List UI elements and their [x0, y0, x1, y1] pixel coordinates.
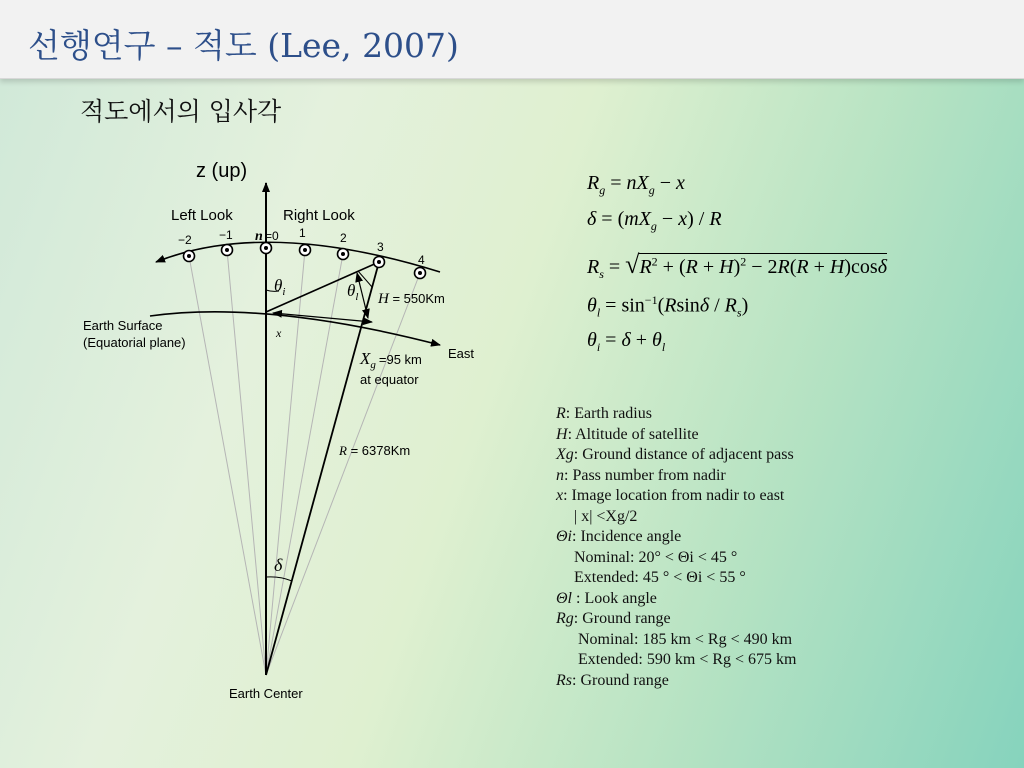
equation-ground-range: $R_g = nX_g - x$ [587, 172, 685, 197]
legend-r: R: Earth radius [556, 405, 652, 422]
theta-l-label: $\theta_l$ [347, 281, 359, 303]
n-label-0: =0 [265, 229, 279, 243]
earth-center-label: Earth Center [229, 686, 303, 701]
n-label-2: 2 [340, 231, 347, 245]
equation-delta: $\delta = (mX_g - x) / R$ [587, 208, 722, 233]
equation-slant-range: $R_s = √R^2 + (R + H)^2 - 2R(R + H)\cos\delta$ [587, 250, 887, 281]
right-look-label: Right Look [283, 207, 355, 224]
legend-theta-i: Θi: Incidence angle [556, 528, 682, 545]
radial-lines [189, 250, 420, 675]
left-look-label: Left Look [171, 207, 233, 224]
legend-x-condition: | x| <Xg/2 [574, 507, 638, 525]
slide-title: 선행연구 – 적도 (Lee, 2007) [28, 26, 459, 65]
earth-surface-label: Earth Surface [83, 318, 163, 333]
n-label-4: 4 [418, 253, 425, 267]
east-label: East [448, 346, 475, 361]
legend-rs: Rs: Ground range [556, 671, 669, 689]
n-label-3: 3 [377, 240, 384, 254]
legend-rg-extended: Extended: 590 km < Rg < 675 km [578, 651, 797, 668]
radial-line-n-2 [189, 256, 266, 675]
n-symbol: n [255, 229, 263, 244]
radial-line-n4 [266, 273, 420, 675]
radial-line-n2 [266, 254, 343, 675]
legend-h: H: Altitude of satellite [556, 425, 699, 443]
radius-label: R = 6378Km [339, 443, 411, 458]
delta-arc [266, 577, 292, 581]
n-label-m1: −1 [219, 228, 233, 242]
variable-legend [556, 404, 796, 691]
equation-incidence-angle: $\theta_i = \delta + \theta_l$ [587, 329, 666, 354]
legend-theta-l: Θl : Look angle [556, 589, 657, 607]
legend-rg: Rg: Ground range [556, 610, 671, 627]
orbit-arc [156, 242, 440, 272]
legend-xg: Xg: Ground distance of adjacent pass [556, 446, 794, 463]
legend-x: x: Image location from nadir to east [556, 487, 785, 504]
at-equator-label: at equator [360, 372, 419, 387]
equatorial-plane-label: (Equatorial plane) [83, 335, 186, 350]
altitude-label: H = 550Km [378, 291, 445, 307]
delta-label: δ [274, 555, 283, 575]
radius-line [266, 262, 379, 675]
legend-n: n: Pass number from nadir [556, 466, 726, 484]
n-label-m2: −2 [178, 233, 192, 247]
theta-i-label: $\theta_i$ [274, 276, 286, 298]
slide-subtitle: 적도에서의 입사각 [80, 97, 282, 126]
earth-surface-arc [150, 312, 440, 345]
equation-look-angle: $\theta_l = \sin^{-1}(Rsin\delta / R_s)$ [587, 293, 749, 320]
ground-distance-label: $X_g$ $^{=95 km}$ [360, 349, 422, 371]
n-label-1: 1 [299, 226, 306, 240]
z-axis-label: z (up) [196, 160, 248, 182]
x-label: x [276, 326, 282, 340]
legend-theta-i-extended: Extended: 45 ° < Θi < 55 ° [574, 569, 746, 586]
legend-rg-nominal: Nominal: 185 km < Rg < 490 km [578, 630, 793, 648]
legend-theta-i-nominal: Nominal: 20° < Θi < 45 ° [574, 548, 738, 566]
